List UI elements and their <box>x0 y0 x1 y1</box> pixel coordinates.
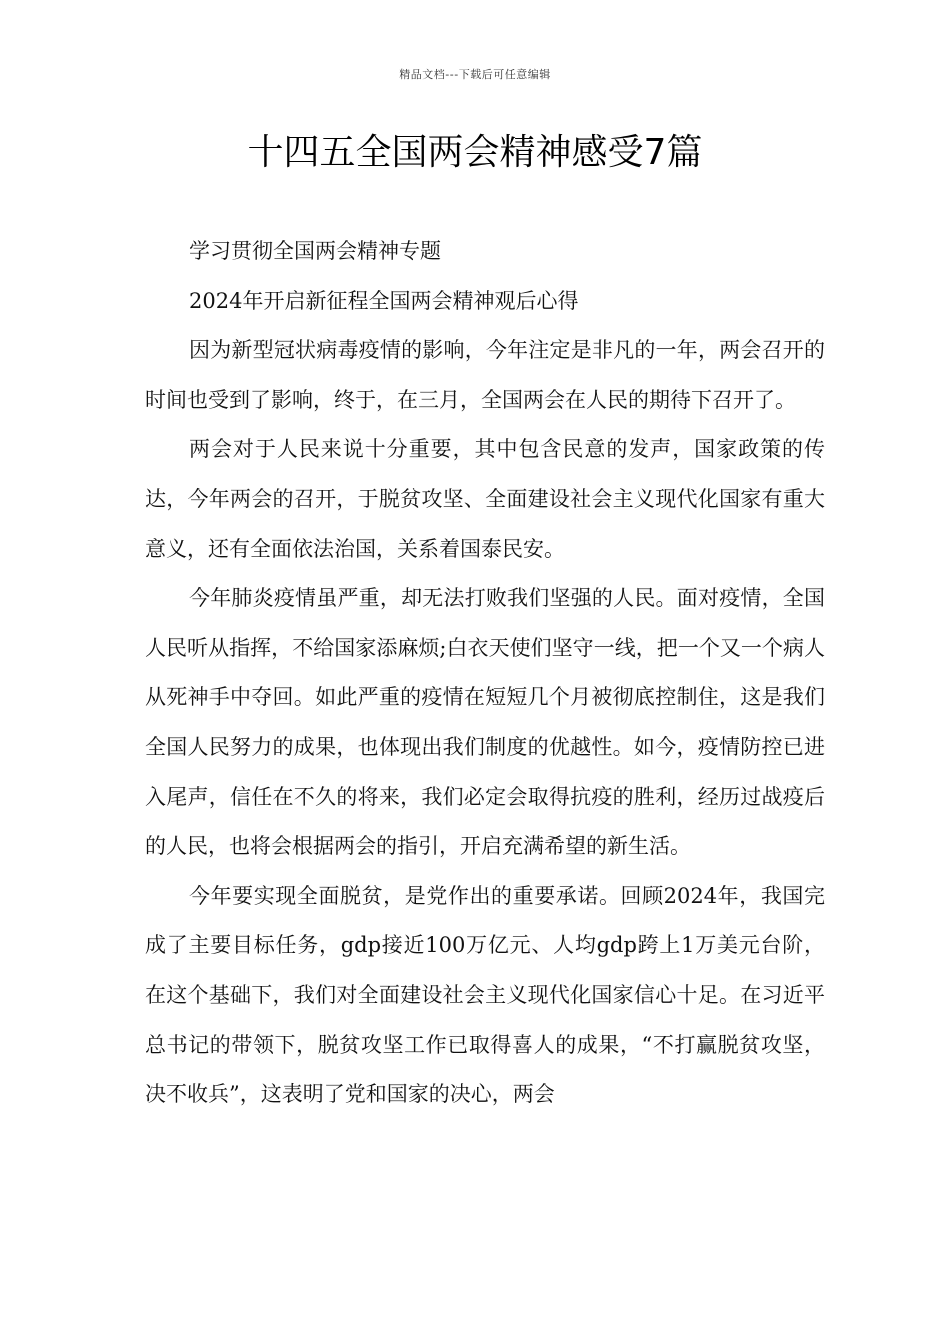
paragraph: 今年要实现全面脱贫，是党作出的重要承诺。回顾2024年，我国完成了主要目标任务，gdp接近100万亿元、人均gdp跨上1万美元台阶，在这个基础下，我们对全面建设社会主义现代化国家信心十足。在习近平总书记的带领下，脱贫攻坚工作已取得喜人的成果，“不打赢脱贫攻坚，决不收兵”，这表明了党和国家的决心，两会 <box>145 883 825 1107</box>
paragraph: 今年肺炎疫情虽严重，却无法打败我们坚强的人民。面对疫情，全国人民听从指挥，不给国家添麻烦;白衣天使们坚守一线，把一个又一个病人从死神手中夺回。如此严重的疫情在短短几个月被彻底控制住，这是我们全国人民努力的成果，也体现出我们制度的优越性。如今，疫情防控已进入尾声，信任在不久的将来，我们必定会取得抗疫的胜利，经历过战疫后的人民，也将会根据两会的指引，开启充满希望的新生活。 <box>145 586 825 859</box>
document-body <box>145 227 825 1120</box>
subtitle-essay: 2024年开启新征程全国两会精神观后心得 <box>189 288 579 313</box>
paragraph: 因为新型冠状病毒疫情的影响，今年注定是非凡的一年，两会召开的时间也受到了影响，终于，在三月，全国两会在人民的期待下召开了。 <box>145 338 825 412</box>
document-title: 十四五全国两会精神感受7篇 <box>247 132 703 173</box>
paragraph: 两会对于人民来说十分重要，其中包含民意的发声，国家政策的传达，今年两会的召开，于脱贫攻坚、全面建设社会主义现代化国家有重大意义，还有全面依法治国，关系着国泰民安。 <box>145 437 825 561</box>
header-note: 精品文档---下载后可任意编辑 <box>399 68 551 81</box>
subtitle-topic: 学习贯彻全国两会精神专题 <box>189 239 441 263</box>
